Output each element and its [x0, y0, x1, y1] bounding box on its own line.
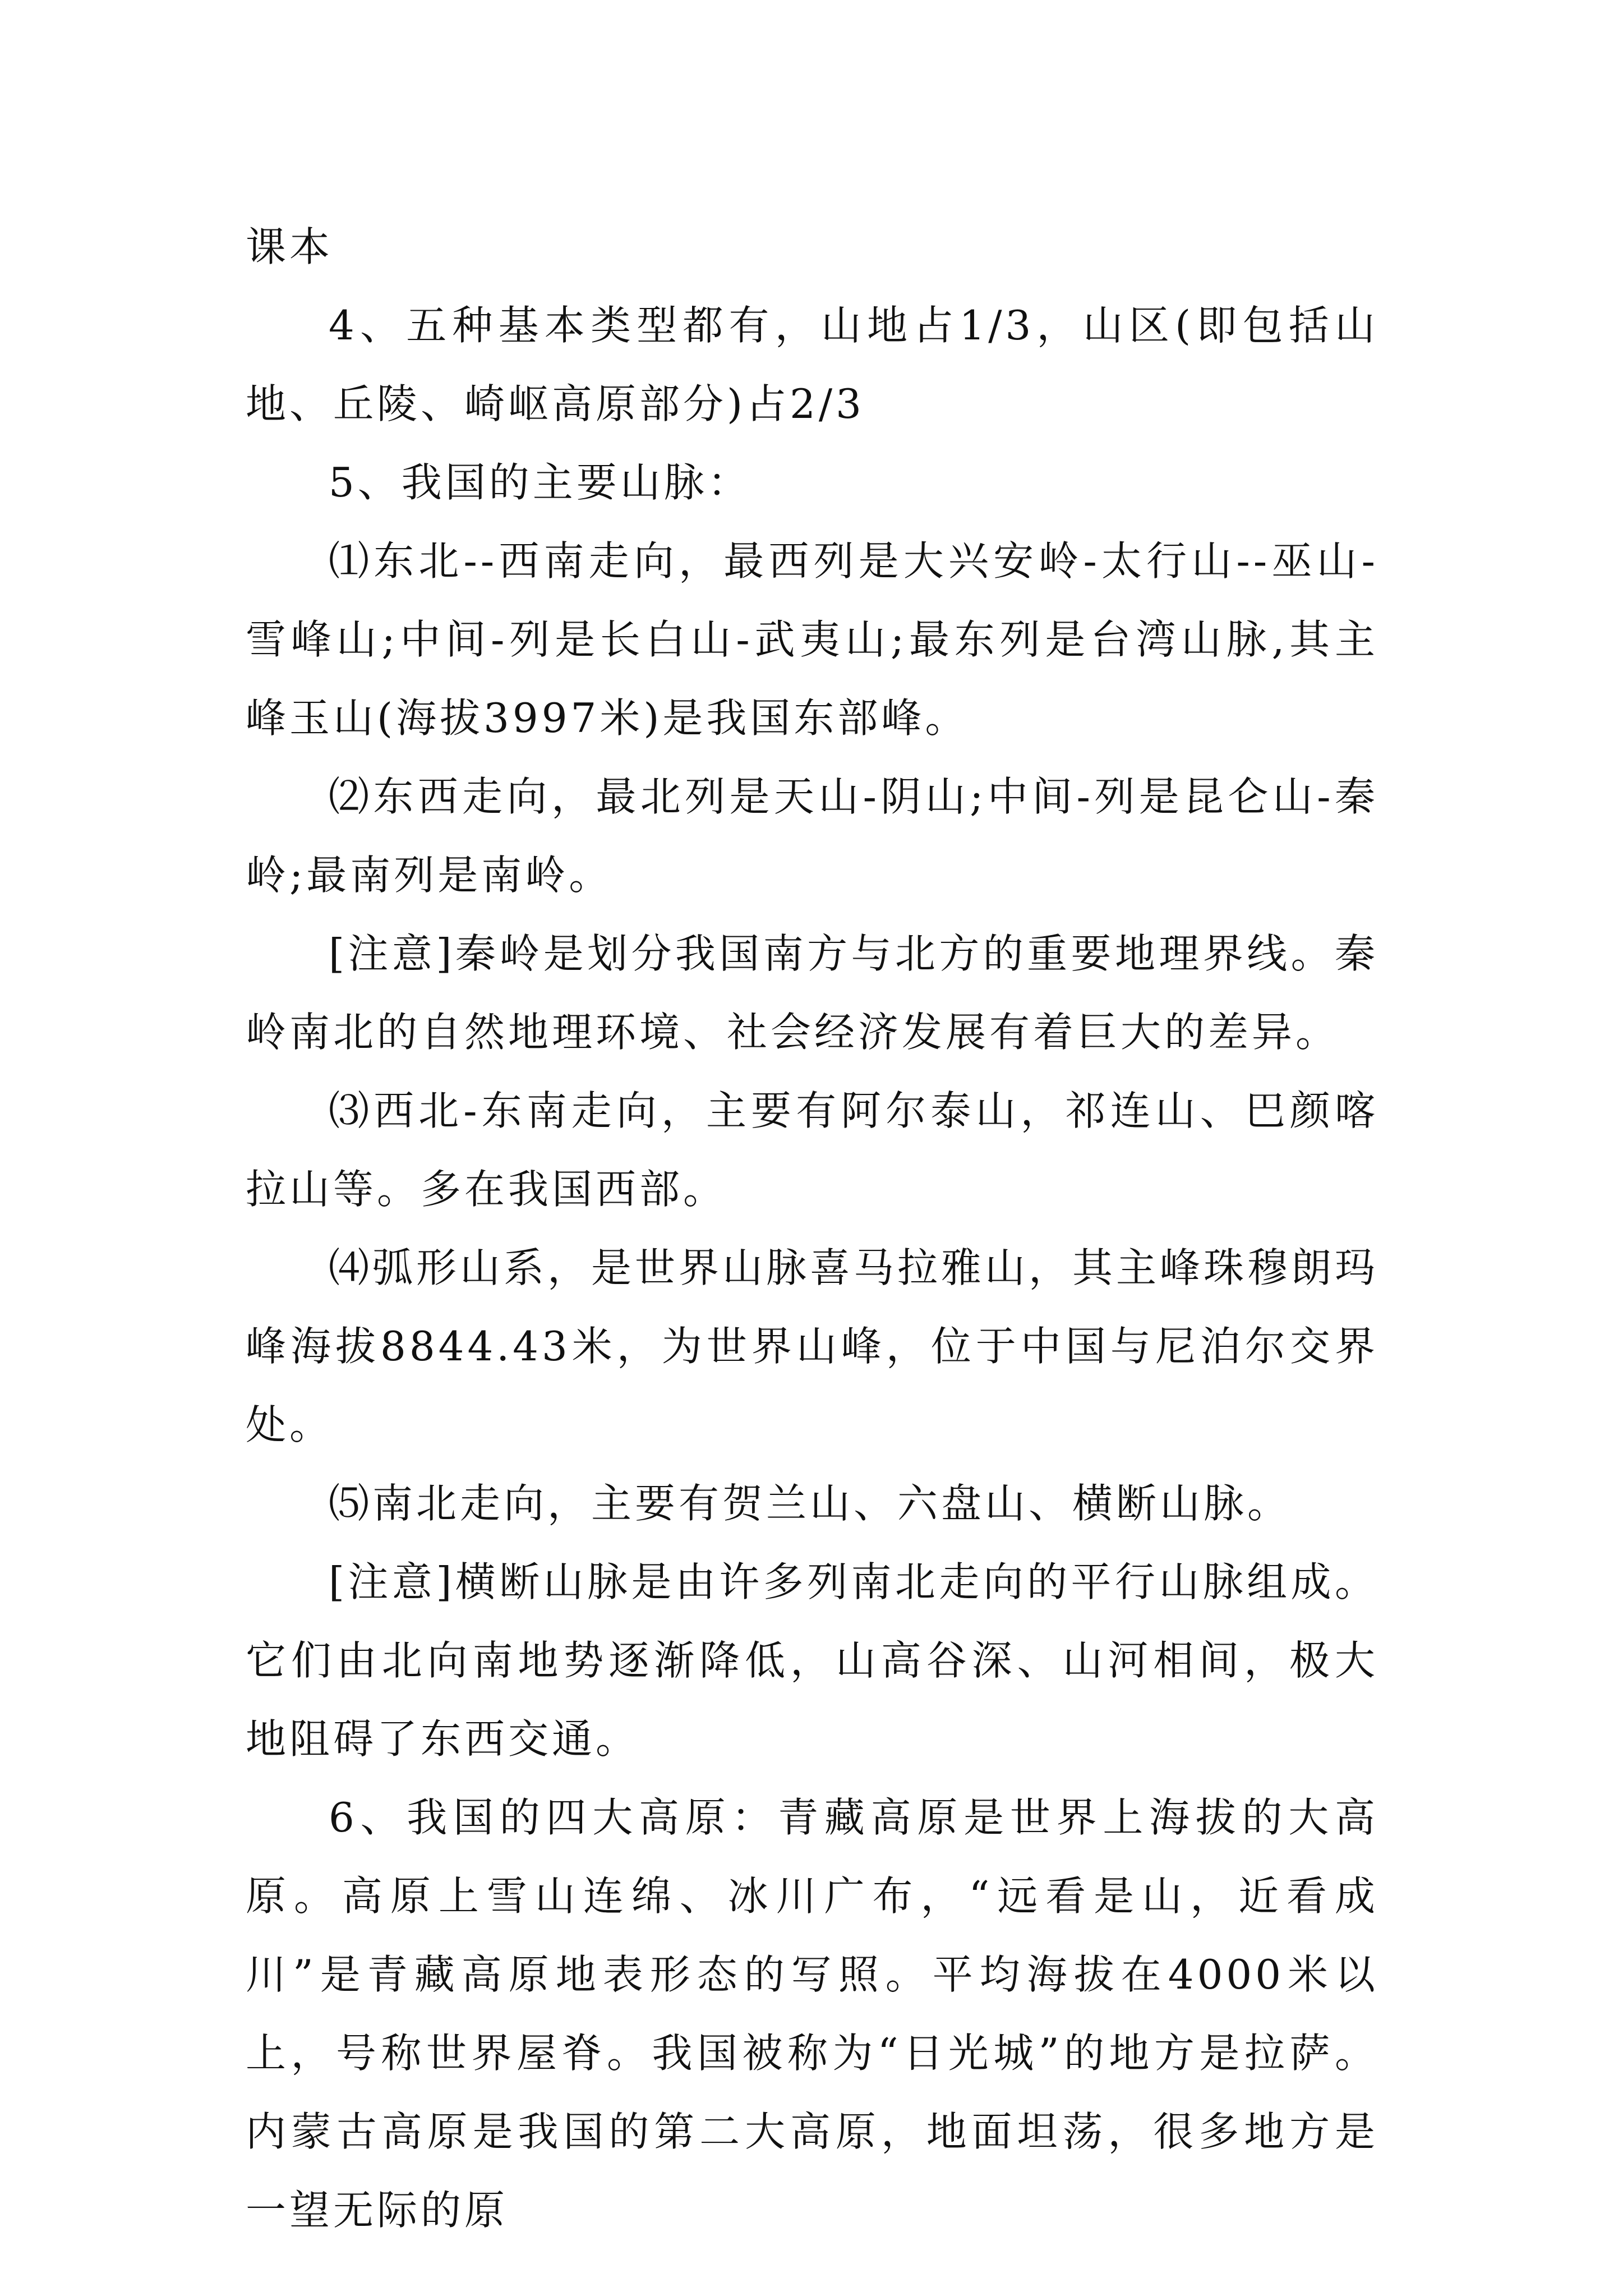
paragraph-northeast-southwest: ⑴东北--西南走向，最西列是大兴安岭-太行山--巫山-雪峰山;中间-列是长白山-武夷山;最东列是台湾山脉,其主峰玉山(海拔3997米)是我国东部峰。 [246, 537, 1378, 742]
paragraph-heading-fragment: 课本 [246, 223, 334, 270]
paragraph-note-qinling: [注意]秦岭是划分我国南方与北方的重要地理界线。秦岭南北的自然地理环境、社会经济发展有着巨大的差异。 [246, 930, 1378, 1056]
document-body [246, 208, 1378, 2249]
paragraph-terrain-types: 4、五种基本类型都有，山地占1/3，山区(即包括山地、丘陵、崎岖高原部分)占2/3 [246, 302, 1378, 427]
paragraph-east-west: ⑵东西走向，最北列是天山-阴山;中间-列是昆仑山-秦岭;最南列是南岭。 [246, 773, 1378, 899]
paragraph-note-hengduan: [注意]横断山脉是由许多列南北走向的平行山脉组成。它们由北向南地势逐渐降低，山高谷深、山河相间，极大地阻碍了东西交通。 [246, 1558, 1378, 1763]
paragraph-main-mountains: 5、我国的主要山脉： [329, 459, 751, 506]
paragraph-arc-mountains: ⑷弧形山系，是世界山脉喜马拉雅山，其主峰珠穆朗玛峰海拔8844.43米，为世界山峰，位于中国与尼泊尔交界处。 [246, 1244, 1379, 1448]
paragraph-four-plateaus: 6、我国的四大高原：青藏高原是世界上海拔的大高原。高原上雪山连绵、冰川广布，“远看是山，近看成川”是青藏高原地表形态的写照。平均海拔在4000米以上，号称世界屋脊。我国被称为“日光城”的地方是拉萨。内蒙古高原是我国的第二大高原，地面坦荡，很多地方是一望无际的原 [246, 1794, 1378, 2234]
paragraph-northwest-southeast: ⑶西北-东南走向，主要有阿尔泰山，祁连山、巴颜喀拉山等。多在我国西部。 [246, 1087, 1378, 1213]
paragraph-north-south: ⑸南北走向，主要有贺兰山、六盘山、横断山脉。 [329, 1480, 1292, 1527]
